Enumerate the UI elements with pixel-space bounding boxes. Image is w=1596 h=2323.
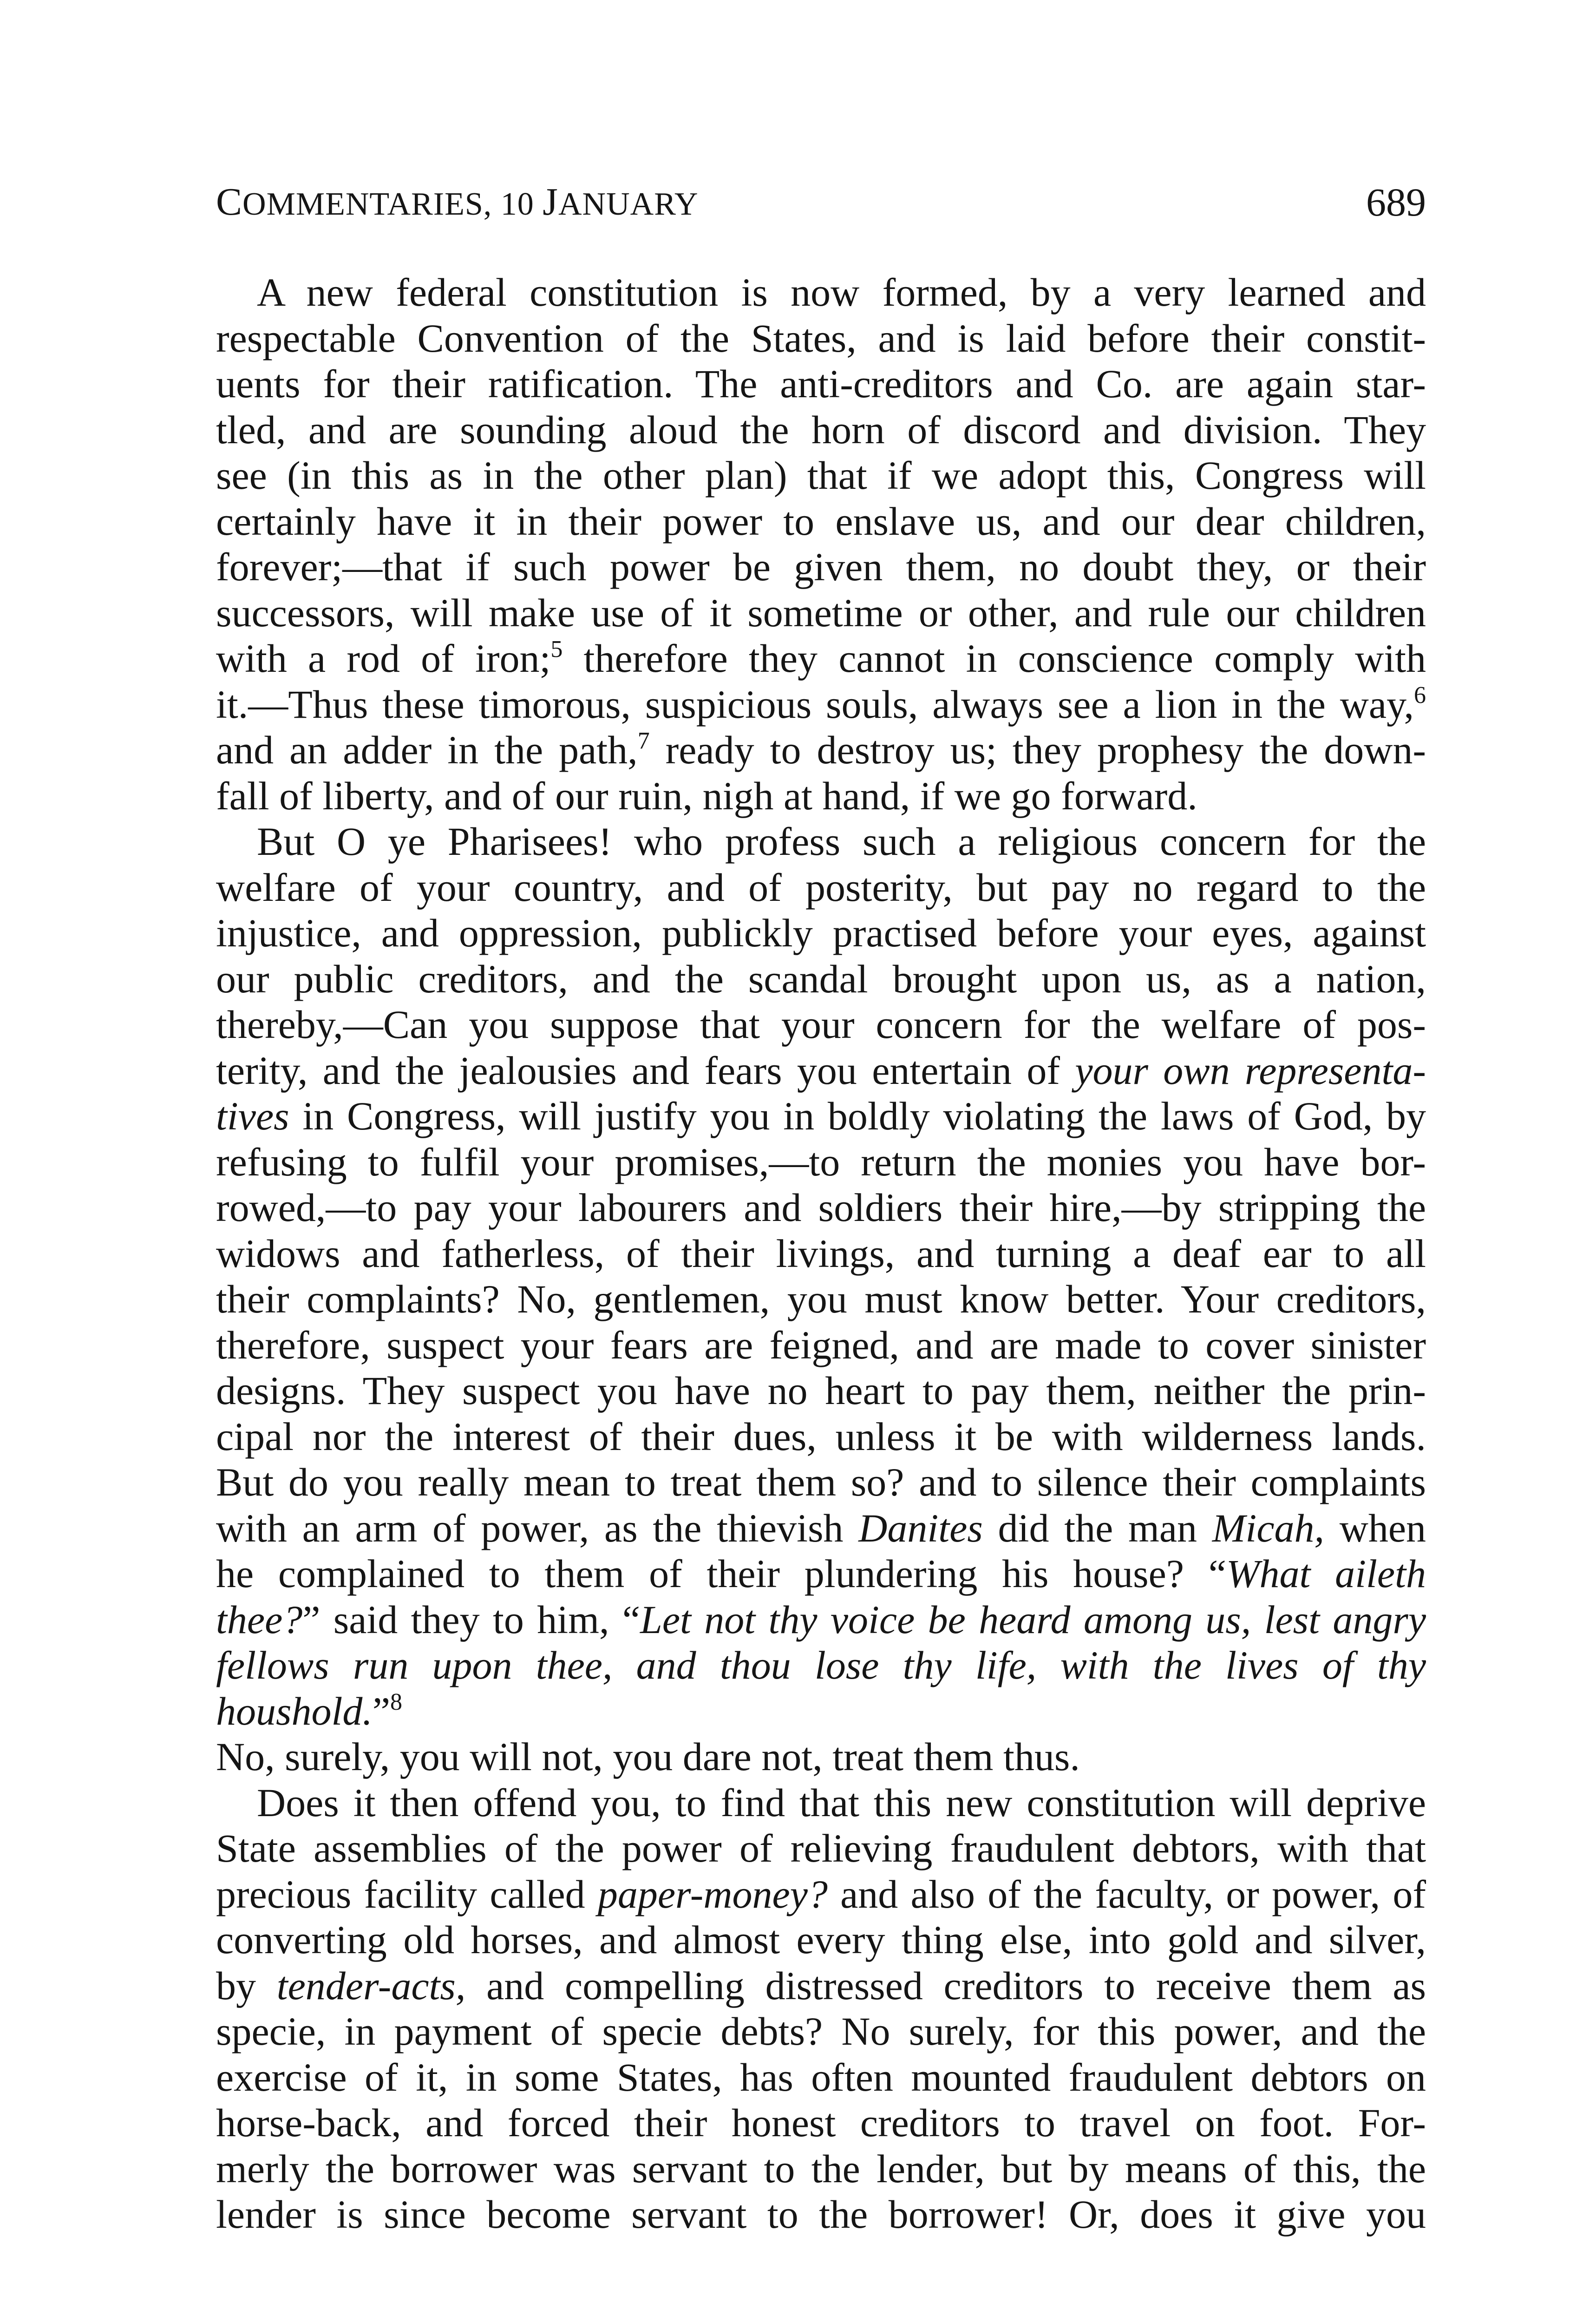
- text-line: forever;—that if such power be given them, no doubt they, or their: [216, 545, 1426, 589]
- text-line: certainly have it in their power to enslave us, and our dear children,: [216, 499, 1426, 544]
- text-line: injustice, and oppression, publickly practised before your eyes, against: [216, 911, 1426, 955]
- paragraph-3: [216, 1780, 1426, 2238]
- text-line: uents for their ratification. The anti-creditors and Co. are again star-: [216, 361, 1426, 406]
- text-line: But O ye Pharisees! who profess such a religious concern for the: [257, 819, 1426, 864]
- paragraph-1: [216, 269, 1426, 819]
- footnote-ref-8: 8: [390, 1688, 403, 1715]
- footnote-ref-6: 6: [1414, 682, 1426, 709]
- body-text: [216, 269, 1426, 2238]
- section-title: COMMENTARIES, 10 JANUARY: [216, 180, 699, 223]
- text-line: merly the borrower was servant to the lender, but by means of this, the: [216, 2146, 1426, 2191]
- text-line: widows and fatherless, of their livings, and turning a deaf ear to all: [216, 1231, 1426, 1276]
- text-line: tives in Congress, will justify you in boldly violating the laws of God, by: [216, 1094, 1426, 1138]
- text-line: their complaints? No, gentlemen, you must know better. Your creditors,: [216, 1277, 1426, 1321]
- text-line: and an adder in the path,$^7$ ready to destroy us; they prophesy the down-: [216, 727, 1426, 772]
- text-line: exercise of it, in some States, has often mounted fraudulent debtors on: [216, 2054, 1426, 2100]
- text-line: cipal nor the interest of their dues, unless it be with wilderness lands.: [216, 1414, 1426, 1459]
- text-line: it.—Thus these timorous, suspicious souls, always see a lion in the way,$^6$: [216, 682, 1426, 727]
- footnote-ref-7: 7: [637, 727, 650, 754]
- text-line: respectable Convention of the States, and is laid before their constit-: [216, 315, 1426, 361]
- text-line: welfare of your country, and of posterity, but pay no regard to the: [216, 865, 1426, 910]
- text-line: therefore, suspect your fears are feigned, and are made to cover sinister: [216, 1322, 1426, 1367]
- text-line: fellows run upon thee, and thou lose thy life, with the lives of thy houshold.”$^8$: [216, 1643, 1426, 1733]
- text-line: But do you really mean to treat them so? and to silence their complaints: [216, 1460, 1426, 1504]
- text-line: see (in this as in the other plan) that if we adopt this, Congress will: [216, 453, 1426, 498]
- text-line: with a rod of iron;$^5$ therefore they cannot in conscience comply with: [216, 636, 1426, 681]
- footnote-ref-5: 5: [550, 636, 563, 663]
- text-line: refusing to fulfil your promises,—to return the monies you have bor-: [216, 1139, 1426, 1184]
- text-line: thereby,—Can you suppose that your concern for the welfare of pos-: [216, 1002, 1426, 1047]
- text-line: designs. They suspect you have no heart to pay them, neither the prin-: [216, 1368, 1426, 1413]
- text-line: Does it then offend you, to find that this new constitution will deprive: [257, 1780, 1426, 1825]
- text-line: State assemblies of the power of relieving fraudulent debtors, with that: [216, 1826, 1426, 1870]
- text-line: No, surely, you will not, you dare not, treat them thus.: [216, 1734, 1080, 1779]
- running-head: [216, 177, 1426, 228]
- text-line: thee?” said they to him, “Let not thy voice be heard among us, lest angry: [216, 1597, 1426, 1642]
- text-line: with an arm of power, as the thievish Danites did the man Micah, when: [216, 1505, 1426, 1550]
- text-line: successors, will make use of it sometime or other, and rule our children: [216, 590, 1426, 635]
- text-line: terity, and the jealousies and fears you entertain of your own representa-: [216, 1048, 1426, 1093]
- text-line: rowed,—to pay your labourers and soldiers their hire,—by stripping the: [216, 1185, 1426, 1230]
- text-line: tled, and are sounding aloud the horn of discord and division. They: [216, 407, 1426, 452]
- text-line: fall of liberty, and of our ruin, nigh at hand, if we go forward.: [216, 773, 1197, 818]
- text-line: by tender-acts, and compelling distressed creditors to receive them as: [216, 1963, 1426, 2008]
- text-line: converting old horses, and almost every thing else, into gold and silver,: [216, 1917, 1426, 1962]
- text-line: specie, in payment of specie debts? No surely, for this power, and the: [216, 2009, 1426, 2054]
- page-number: 689: [1366, 180, 1426, 224]
- text-line: horse-back, and forced their honest creditors to travel on foot. For-: [216, 2100, 1426, 2145]
- text-line: precious facility called paper-money? and also of the faculty, or power, of: [216, 1871, 1426, 1916]
- text-line: lender is since become servant to the borrower! Or, does it give you: [216, 2192, 1426, 2237]
- text-line: he complained to them of their plundering his house? “What aileth: [216, 1551, 1426, 1596]
- text-line: our public creditors, and the scandal brought upon us, as a nation,: [216, 956, 1426, 1001]
- text-line: A new federal constitution is now formed, by a very learned and: [257, 270, 1426, 315]
- paragraph-2: [216, 819, 1426, 1780]
